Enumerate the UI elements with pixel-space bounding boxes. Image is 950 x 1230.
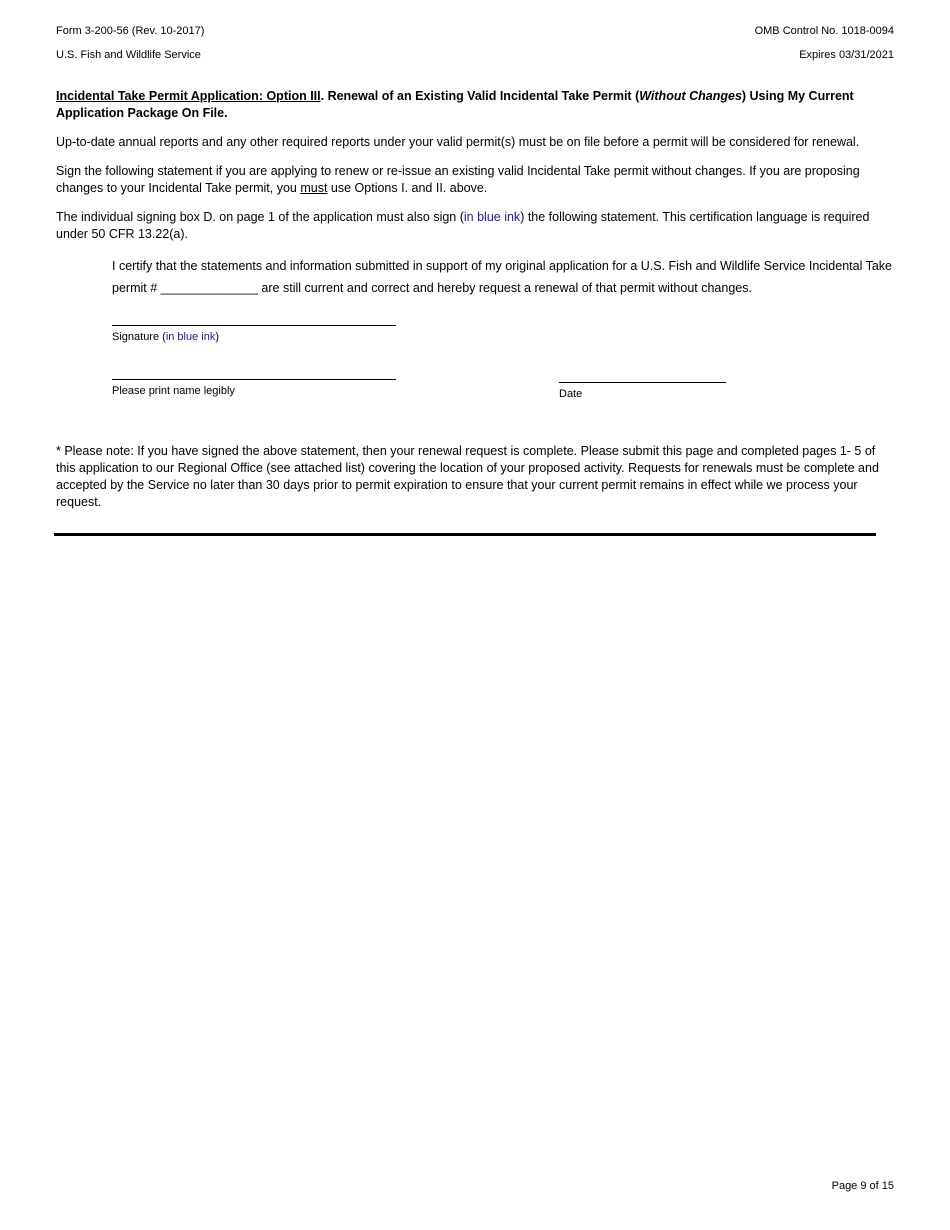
page-number: Page 9 of 15 (831, 1180, 894, 1192)
section-title (56, 88, 896, 122)
paragraph-signer-text: The individual signing box D. on page 1 of the application must also sign ( (56, 210, 464, 224)
signature-blue-ink: in blue ink (165, 331, 216, 343)
form-content (56, 88, 896, 511)
signature-block (112, 325, 896, 443)
paragraph-sign-text: Sign the following statement if you are applying to renew or re-issue an existing valid Incidental Take permit without changes. If you are proposing changes to your Incidental Take permit, you (56, 164, 860, 195)
must-emphasis: must (300, 181, 328, 195)
signature-label-end: ) (215, 331, 220, 343)
form-number: Form 3-200-56 (Rev. 10-2017) (56, 25, 205, 37)
section-divider (54, 533, 876, 536)
paragraph-sign-text-end: use Options I. and II. above. (327, 181, 488, 195)
omb-control-number: OMB Control No. 1018-0094 (754, 25, 894, 37)
blue-ink-note: in blue ink (463, 210, 521, 224)
certification-statement[interactable]: I certify that the statements and information submitted in support of my original application for a U.S. Fish and Wildlife Service Incidental Take permit # ______________ are still current and correct and hereby request a renewal of that permit without changes. (112, 259, 893, 295)
signature-label-text: Signature ( (112, 331, 166, 343)
header-left (56, 24, 204, 62)
signature-label (112, 329, 219, 346)
section-title-italic: Without Changes (639, 89, 742, 103)
date-label: Date (559, 388, 583, 400)
agency-name: U.S. Fish and Wildlife Service (56, 49, 201, 61)
header-right (755, 24, 894, 62)
date-line[interactable] (559, 382, 726, 383)
section-title-end: ) Using My Current Application Package On File. (56, 89, 854, 120)
printed-name-label: Please print name legibly (112, 385, 235, 397)
paragraph-sign-instructions (56, 163, 896, 197)
renewal-note: * Please note: If you have signed the above statement, then your renewal request is complete. Please submit this page and completed pages 1- 5 of this application to our Regional Office (see attached list) covering the location of your proposed activity. Requests for renewals must be complete and accepted by the Service no later than 30 days prior to permit expiration to ensure that your current permit remains in effect while we process your request. (56, 444, 879, 509)
paragraph-signer-text-end: ) the following statement. This certification language is required under 50 CFR 13.22(a). (56, 210, 870, 241)
section-title-mid: . Renewal of an Existing Valid Incidental Take Permit ( (320, 89, 640, 103)
paragraph-reports: Up-to-date annual reports and any other required reports under your valid permit(s) must be on file before a permit will be considered for renewal. (56, 135, 860, 149)
signature-line[interactable] (112, 325, 396, 326)
section-title-option: Incidental Take Permit Application: Option III (56, 89, 321, 103)
printed-name-line[interactable] (112, 379, 396, 380)
expiration-date: Expires 03/31/2021 (799, 49, 894, 61)
paragraph-signer (56, 209, 896, 243)
